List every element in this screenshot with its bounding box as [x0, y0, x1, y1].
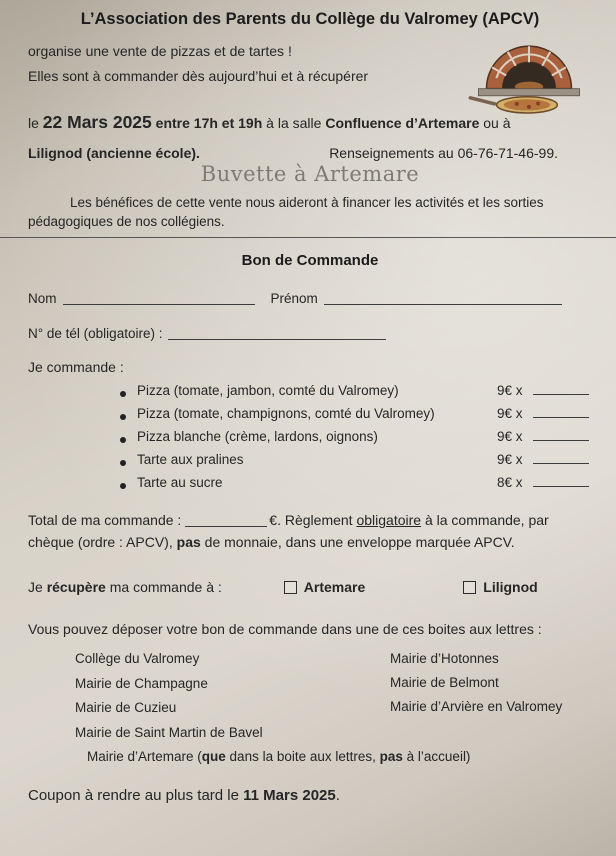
text-segment: ma commande à :	[105, 579, 222, 595]
text-segment: de monnaie, dans une enveloppe marquée APCV.	[200, 534, 515, 550]
tel-line	[28, 326, 592, 341]
bullet-icon	[120, 437, 126, 443]
mailbox-item: Collège du Valromey	[75, 651, 200, 666]
event-hours: entre 17h et 19h	[151, 115, 267, 131]
pizza-oven-icon	[468, 30, 590, 116]
intro-line-2: Elles sont à commander dès aujourd’hui et à récupérer	[28, 68, 369, 84]
text-segment: Coupon à rendre au plus tard le	[28, 786, 244, 804]
bullet-icon	[120, 460, 126, 466]
order-item	[120, 405, 592, 428]
total-paragraph	[28, 509, 592, 553]
intro-line-1: organise une vente de pizzas et de tartes !	[28, 43, 292, 59]
artemare-checkbox-label: Artemare	[303, 579, 366, 595]
item-label: Pizza blanche (crème, lardons, oignons)	[137, 429, 378, 444]
order-form-heading: Bon de Commande	[241, 252, 379, 269]
pizza-oven-image	[468, 30, 590, 116]
order-item	[120, 428, 592, 451]
order-label: Je commande :	[28, 359, 124, 375]
item-label: Tarte aux pralines	[137, 452, 244, 467]
quantity-field[interactable]	[533, 405, 589, 418]
text-segment: Je	[28, 579, 47, 595]
total-label: Total de ma commande :	[28, 512, 182, 528]
order-items-list	[28, 382, 592, 497]
no-cash-word: pas	[176, 534, 201, 550]
text-segment: le	[28, 115, 43, 131]
nom-field[interactable]	[63, 292, 255, 305]
pickup-word: récupère	[46, 579, 106, 595]
mailbox-item: Mairie d’Hotonnes	[390, 651, 499, 666]
deadline-line	[28, 787, 592, 804]
order-item	[120, 474, 592, 497]
mailbox-item: Mairie de Belmont	[390, 675, 499, 690]
bullet-icon	[120, 483, 126, 489]
emphasis-word: que	[201, 749, 226, 764]
mailbox-lists	[28, 647, 592, 770]
text-segment: à l’accueil)	[402, 749, 471, 764]
mailbox-item: Mairie d’Arvière en Valromey	[390, 699, 563, 714]
artemare-checkbox[interactable]	[284, 581, 297, 594]
bullet-icon	[120, 414, 126, 420]
text-segment: €. Règlement	[269, 512, 357, 528]
item-price: 8€ x	[497, 475, 523, 490]
bullet-icon	[120, 391, 126, 397]
nom-label: Nom	[28, 291, 57, 306]
mailbox-item: Mairie de Champagne	[75, 675, 208, 691]
pickup-place: Lilignod (ancienne école).	[28, 145, 200, 161]
benefits-paragraph: Les bénéfices de cette vente nous aideront à financer les activités et les sorties pédagogiques de nos collégiens.	[28, 195, 544, 229]
deadline-date: 11 Mars 2025	[243, 786, 336, 804]
mailbox-item: Mairie de Cuzieu	[75, 700, 177, 715]
name-line	[28, 291, 592, 306]
item-label: Pizza (tomate, jambon, comté du Valromey)	[137, 383, 399, 398]
section-divider	[0, 237, 616, 238]
tel-field[interactable]	[168, 327, 386, 340]
text-segment: Mairie d’Artemare (	[87, 749, 202, 764]
text-segment: à la salle	[266, 115, 326, 131]
pickup-line	[28, 579, 592, 595]
quantity-field[interactable]	[533, 474, 589, 487]
prenom-label: Prénom	[270, 291, 318, 306]
item-label: Pizza (tomate, champignons, comté du Valromey)	[137, 406, 435, 421]
event-date: 22 Mars 2025	[42, 112, 152, 132]
item-price: 9€ x	[497, 452, 523, 467]
mandatory-word: obligatoire	[356, 512, 422, 528]
total-field[interactable]	[185, 514, 267, 527]
place-info-line	[28, 145, 592, 161]
item-label: Tarte au sucre	[137, 475, 223, 490]
lilignod-checkbox-label: Lilignod	[483, 579, 538, 595]
text-segment: dans la boite aux lettres,	[225, 749, 380, 764]
item-price: 9€ x	[497, 429, 523, 444]
item-price: 9€ x	[497, 383, 523, 398]
venue-name: Confluence d’Artemare	[325, 115, 480, 131]
item-price: 9€ x	[497, 406, 523, 421]
quantity-field[interactable]	[533, 451, 589, 464]
order-item	[120, 451, 592, 474]
emphasis-word: pas	[379, 749, 403, 764]
prenom-field[interactable]	[324, 292, 562, 305]
text-segment: ou à	[479, 115, 511, 131]
lilignod-checkbox[interactable]	[463, 581, 476, 594]
text-segment: à la commande, par chèque (ordre : APCV),	[28, 512, 549, 550]
text-segment: .	[335, 786, 340, 804]
mailbox-item: Mairie de Saint Martin de Bavel	[75, 724, 263, 740]
quantity-field[interactable]	[533, 382, 589, 395]
tel-label: N° de tél (obligatoire) :	[28, 326, 163, 341]
deposit-intro: Vous pouvez déposer votre bon de commande dans une de ces boites aux lettres :	[28, 621, 542, 637]
page-title: L’Association des Parents du Collège du Valromey (APCV)	[80, 10, 540, 28]
mailbox-list-right	[390, 647, 562, 719]
order-item	[120, 382, 592, 405]
quantity-field[interactable]	[533, 428, 589, 441]
mailbox-item-artemare	[87, 745, 592, 770]
buvette-note: Buvette à Artemare	[200, 162, 420, 186]
contact-info: Renseignements au 06-76-71-46-99.	[329, 145, 558, 161]
